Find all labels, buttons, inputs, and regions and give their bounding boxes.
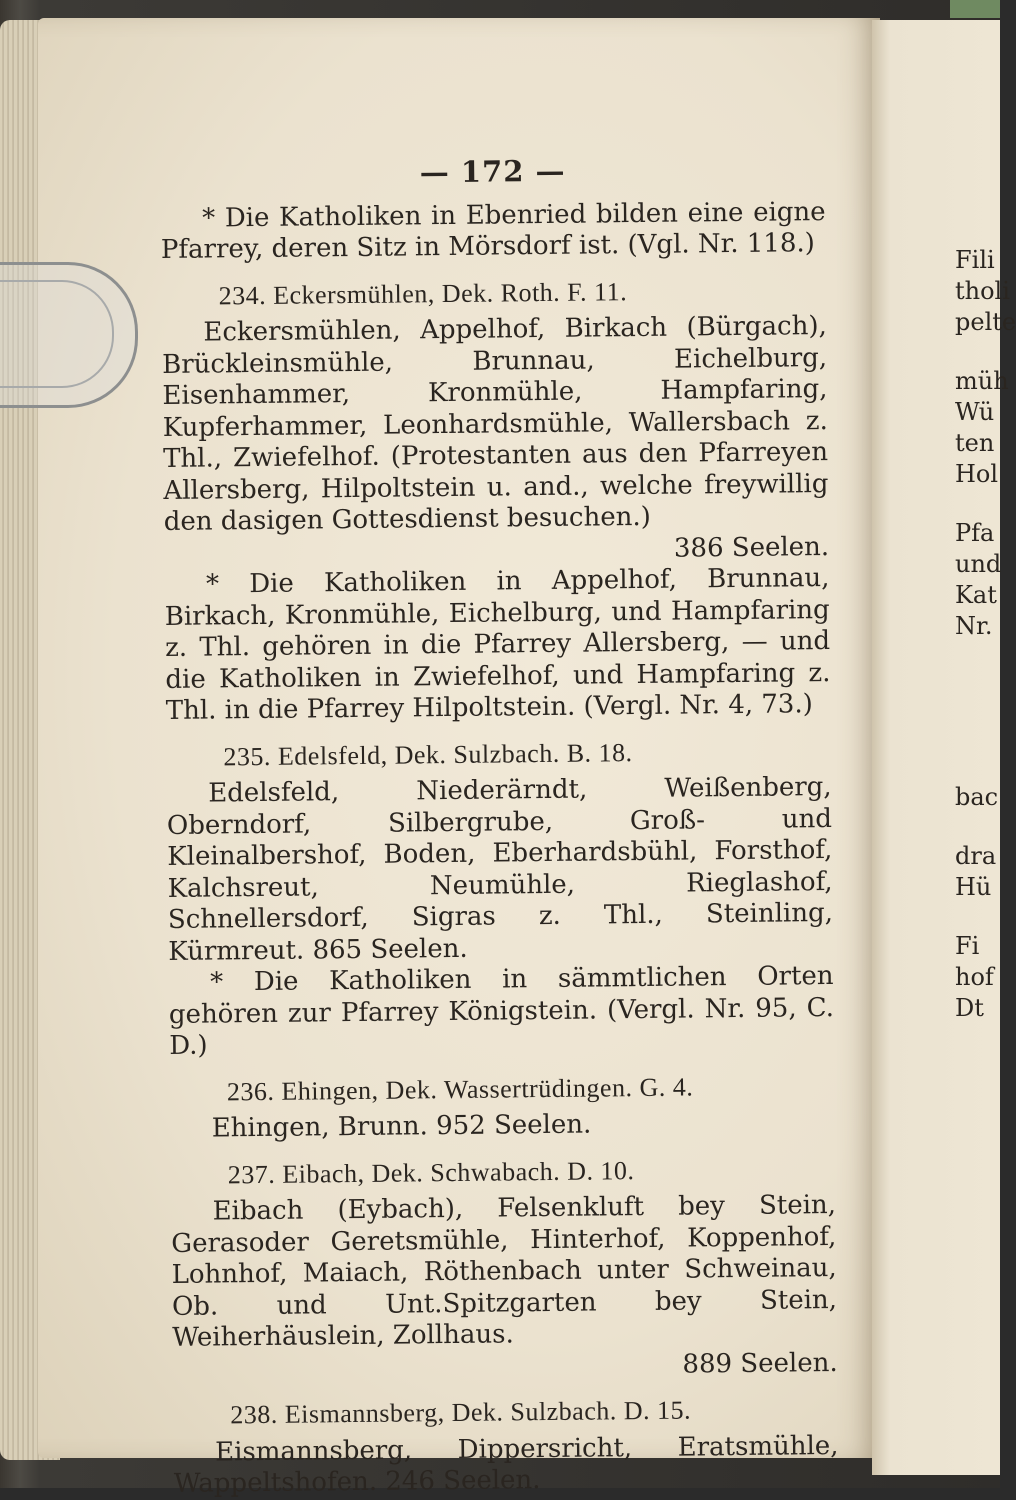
entry-heading: 238. Eismannsberg, Dek. Sulzbach. D. 15. bbox=[230, 1395, 692, 1430]
right-page-fragment: dra bbox=[955, 842, 997, 870]
right-page-fragment bbox=[955, 698, 1000, 726]
right-page-fragment bbox=[955, 726, 1000, 754]
right-page-fragment: Fi bbox=[955, 932, 980, 960]
right-page-fragment bbox=[955, 642, 1000, 670]
right-page-fragment: Fili bbox=[955, 246, 995, 274]
right-page-fragment bbox=[955, 338, 1000, 366]
entry-heading: 236. Ehingen, Dek. Wassertrüdingen. G. 4. bbox=[226, 1071, 694, 1106]
right-page-fragment: Kat bbox=[955, 581, 997, 609]
paragraph-list bbox=[160, 197, 839, 1500]
place-list: Edelsfeld, Niederärndt, Weißenberg, Oberndorf, Silbergrube, Groß- und Kleinalbershof, Boden, Eberhardsbühl, Forsthof, Kalchsreut, Neumühle, Rieglashof, Schnellersdorf, Sigras z. Thl., Steinling, Kürmreut. 865 Seelen. bbox=[166, 772, 834, 967]
right-page-fragment: Nr. bbox=[955, 612, 993, 640]
right-page-fragment bbox=[955, 670, 1000, 698]
entry-heading: 237. Eibach, Dek. Schwabach. D. 10. bbox=[227, 1155, 635, 1189]
population-count: 889 Seelen. bbox=[682, 1347, 838, 1380]
right-page-fragment: bac bbox=[955, 783, 999, 811]
catholic-note: * Die Katholiken in sämmtlichen Orten gehören zur Pfarrey Königstein. (Vergl. Nr. 95, C. D.) bbox=[168, 960, 835, 1061]
right-page-fragment bbox=[955, 490, 1000, 518]
place-list: Eismannsberg, Dippersricht, Eratsmühle, Wappeltshofen. 246 Seelen. bbox=[173, 1430, 839, 1499]
place-list: Eibach (Eybach), Felsenkluft bey Stein, Gerasoder Geretsmühle, Hinterhof, Koppenhof, Lohnhof, Maiach, Röthenbach unter Schweinau, Ob. und Unt.Spitzgarten bey Stein, Weiherhäuslein, Zollhaus. bbox=[171, 1189, 838, 1353]
page-number: — 172 — bbox=[419, 153, 566, 190]
right-page-fragment: tholi bbox=[955, 277, 1010, 305]
right-page-fragment: und bbox=[955, 550, 1002, 578]
population-count: 386 Seelen. bbox=[673, 531, 830, 564]
place-list: Ehingen, Brunn. 952 Seelen. bbox=[211, 1109, 592, 1144]
right-page-fragment: Pfa bbox=[955, 519, 995, 547]
catholic-note: * Die Katholiken in Appelhof, Brunnau, Birkach, Kronmühle, Eichelburg, und Hampfaring z. Thl. gehören in die Pfarrey Allersberg, — und die Katholiken in Zwiefelhof, und Hampfaring z. Thl. in die Pfarrey Hilpoltstein. (Vergl. Nr. 4, 73.) bbox=[164, 563, 831, 726]
entry-heading: 235. Edelsfeld, Dek. Sulzbach. B. 18. bbox=[223, 737, 633, 771]
right-page-fragment: Dt bbox=[955, 994, 984, 1022]
cover-corner bbox=[950, 0, 1000, 18]
right-page-fragment: müh bbox=[955, 367, 1009, 395]
right-page-fragment: pelte bbox=[955, 308, 1016, 336]
right-page-fragment bbox=[955, 754, 1000, 782]
bookmark-clip-inner bbox=[0, 280, 114, 388]
place-list: Eckersmühlen, Appelhof, Birkach (Bürgach), Brückleinsmühle, Brunnau, Eichelburg, Eisenhammer, Kronmühle, Hampfaring, Kupferhammer, Leonhardsmühle, Wallersbach z. Thl., Zwiefelhof. (Protestanten aus den Pfarreyen Allersberg, Hilpoltstein u. and., welche freywillig den dasigen Gottesdienst besuchen.) bbox=[161, 311, 829, 537]
page-text bbox=[160, 153, 839, 1500]
right-page-fragment: Wü bbox=[955, 398, 995, 426]
right-page-fragment bbox=[955, 813, 1000, 841]
right-page-fragment: Hü bbox=[955, 873, 992, 901]
entry-heading: 234. Eckersmühlen, Dek. Roth. F. 11. bbox=[218, 276, 628, 310]
right-page-fragment: Hol bbox=[955, 460, 999, 488]
right-page-fragment bbox=[955, 903, 1000, 931]
right-page-fragment: hof bbox=[955, 963, 994, 991]
right-page-fragment: ten bbox=[955, 429, 995, 457]
right-page-text bbox=[955, 245, 1016, 1024]
catholic-note: * Die Katholiken in Ebenried bilden eine eigne Pfarrey, deren Sitz in Mörsdorf ist. (Vgl. Nr. 118.) bbox=[160, 196, 826, 265]
